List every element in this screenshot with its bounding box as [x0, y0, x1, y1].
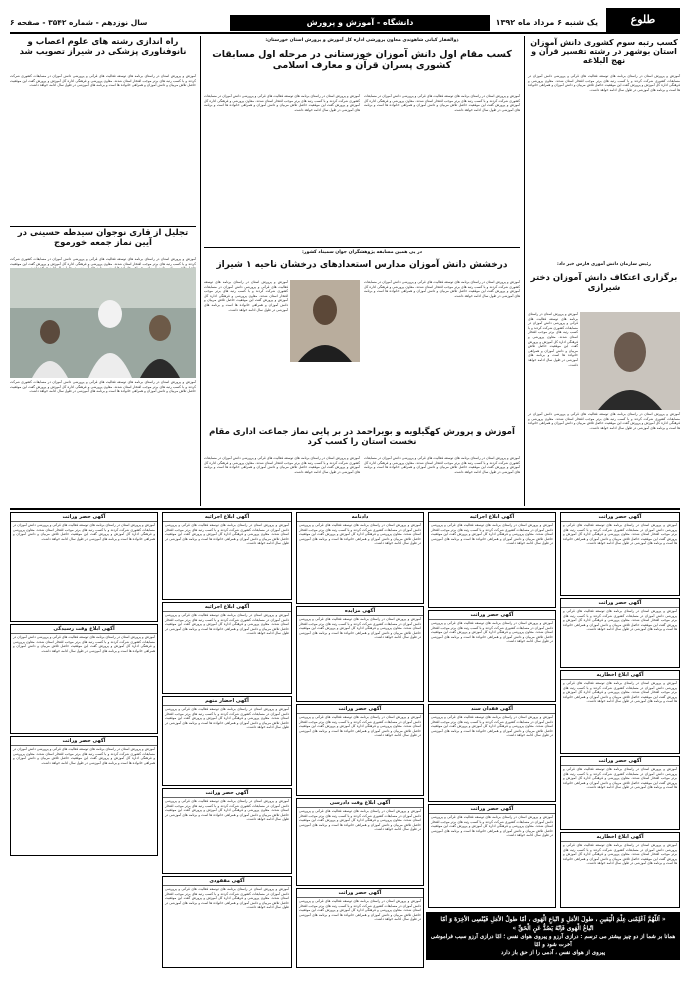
article-2-headline-box: [204, 50, 520, 90]
quote-line: اتّباعُ الْهَوی فَاِنّهُ یَصُدُّ عَنِ الْحَقِّ »: [512, 925, 594, 932]
legal-notice: [296, 888, 424, 968]
column-divider: [524, 36, 525, 506]
masthead: [10, 6, 680, 34]
notice-body: آموزش و پرورش استان در راستای برنامه های توسعه فعالیت های قرآنی و پرورشی دانش آموزان در مسابقات کشوری شرکت کردند و با کسب رتبه های برتر موجب افتخار استان شدند. معاون پرورشی و فرهنگی اداره کل آموزش و پرورش گفت این موفقیت حاصل تلاش مربیان و دانش آموزان و همراهی خانواده ها است و برنامه های آموزشی در طول سال ادامه خواهد داشت.: [563, 767, 677, 790]
article-body: آموزش و پرورش استان در راستای برنامه های توسعه فعالیت های قرآنی و پرورشی دانش آموزان در مسابقات کشوری شرکت کردند و با کسب رتبه های برتر موجب افتخار استان شدند. معاون پرورشی و فرهنگی اداره کل آموزش و پرورش گفت این موفقیت حاصل تلاش مربیان و دانش آموزان و همراهی خانواده ها است و برنامه های آموزشی در طول سال ادامه خواهد داشت.: [364, 456, 520, 474]
article-7-headline-box: [204, 428, 520, 454]
portrait-photo-icon: [580, 312, 680, 410]
issue-date: یک شنبه ۶ مرداد ماه ۱۳۹۲: [495, 18, 598, 27]
legal-notice: [10, 512, 158, 622]
article-headline: آموزش و پرورش کهگیلویه و بویراحمد در بر پایی نماز جماعت اداری مقام نخست استان را کسب کرد: [209, 427, 515, 447]
article-body: آموزش و پرورش استان در راستای برنامه های توسعه فعالیت های قرآنی و پرورشی دانش آموزان در مسابقات کشوری شرکت کردند و با کسب رتبه های برتر موجب افتخار استان شدند. معاون پرورشی و فرهنگی اداره کل آموزش و پرورش گفت این موفقیت حاصل تلاش مربیان و دانش آموزان و همراهی خانواده ها است و برنامه های آموزشی در طول سال ادامه خواهد داشت.: [204, 456, 360, 474]
legal-notice: [296, 798, 424, 886]
notice-body: آموزش و پرورش استان در راستای برنامه های توسعه فعالیت های قرآنی و پرورشی دانش آموزان در مسابقات کشوری شرکت کردند و با کسب رتبه های برتر موجب افتخار استان شدند. معاون پرورشی و فرهنگی اداره کل آموزش و پرورش گفت این موفقیت حاصل تلاش مربیان و دانش آموزان و همراهی خانواده ها است و برنامه های آموزشی در طول سال ادامه خواهد داشت.: [299, 899, 421, 922]
notice-title: آگهی حصر وراثت: [11, 513, 157, 522]
legal-notice: [560, 512, 680, 596]
notice-title: آگهی ابلاغ وقت دادرسی: [297, 799, 423, 808]
article-headline: کسب رتبه سوم کشوری دانش آموزان استان بوشهر در رشته تفسیر قرآن و نهج البلاغه: [530, 38, 678, 66]
legal-notice: [560, 832, 680, 908]
person-photo-icon: [290, 280, 360, 362]
legal-notice: [162, 696, 292, 786]
legal-notice: [10, 736, 158, 856]
notice-body: آموزش و پرورش استان در راستای برنامه های توسعه فعالیت های قرآنی و پرورشی دانش آموزان در مسابقات کشوری شرکت کردند و با کسب رتبه های برتر موجب افتخار استان شدند. معاون پرورشی و فرهنگی اداره کل آموزش و پرورش گفت این موفقیت حاصل تلاش مربیان و دانش آموزان و همراهی خانواده ها است و برنامه های آموزشی در طول سال ادامه خواهد داشت.: [563, 681, 677, 704]
notice-body: آموزش و پرورش استان در راستای برنامه های توسعه فعالیت های قرآنی و پرورشی دانش آموزان در مسابقات کشوری شرکت کردند و با کسب رتبه های برتر موجب افتخار استان شدند. معاون پرورشی و فرهنگی اداره کل آموزش و پرورش گفت این موفقیت حاصل تلاش مربیان و دانش آموزان و همراهی خانواده ها است و برنامه های آموزشی در طول سال ادامه خواهد داشت.: [165, 707, 289, 730]
notice-title: آگهی حصر وراثت: [561, 757, 679, 766]
legal-notice: [428, 512, 556, 608]
notice-body: آموزش و پرورش استان در راستای برنامه های توسعه فعالیت های قرآنی و پرورشی دانش آموزان در مسابقات کشوری شرکت کردند و با کسب رتبه های برتر موجب افتخار استان شدند. معاون پرورشی و فرهنگی اداره کل آموزش و پرورش گفت این موفقیت حاصل تلاش مربیان و دانش آموزان و همراهی خانواده ها است و برنامه های آموزشی در طول سال ادامه خواهد داشت.: [431, 815, 553, 838]
notice-body: آموزش و پرورش استان در راستای برنامه های توسعه فعالیت های قرآنی و پرورشی دانش آموزان در مسابقات کشوری شرکت کردند و با کسب رتبه های برتر موجب افتخار استان شدند. معاون پرورشی و فرهنگی اداره کل آموزش و پرورش گفت این موفقیت حاصل تلاش مربیان و دانش آموزان و همراهی خانواده ها است و برنامه های آموزشی در طول سال ادامه خواهد داشت.: [431, 621, 553, 644]
notice-body: آموزش و پرورش استان در راستای برنامه های توسعه فعالیت های قرآنی و پرورشی دانش آموزان در مسابقات کشوری شرکت کردند و با کسب رتبه های برتر موجب افتخار استان شدند. معاون پرورشی و فرهنگی اداره کل آموزش و پرورش گفت این موفقیت حاصل تلاش مربیان و دانش آموزان و همراهی خانواده ها است و برنامه های آموزشی در طول سال ادامه خواهد داشت.: [431, 523, 553, 546]
issue-number: سال نوزدهم - شماره ۳۵۴۲ - صفحه ۶: [10, 18, 148, 27]
quote-line: همانا بر شما از دو چیز بیشتر می ترسم : درازی آرزو و پیروی هوای نفس ؛ امّا درازی آرزو سبب فراموشی آخرت شود و امّا: [430, 934, 676, 948]
article-1-headline-box: [528, 38, 680, 72]
notice-title: آگهی حصر وراثت: [11, 737, 157, 746]
article-body: آموزش و پرورش استان در راستای برنامه های توسعه فعالیت های قرآنی و پرورشی دانش آموزان در مسابقات کشوری شرکت کردند و با کسب رتبه های برتر موجب افتخار استان شدند. معاون پرورشی و فرهنگی اداره کل آموزش و پرورش گفت این موفقیت حاصل تلاش مربیان و دانش آموزان و همراهی خانواده ها است و برنامه های آموزشی در طول سال ادامه خواهد داشت.: [364, 280, 520, 298]
article-body: آموزش و پرورش استان در راستای برنامه های توسعه فعالیت های قرآنی و پرورشی دانش آموزان در مسابقات کشوری شرکت کردند و با کسب رتبه های برتر موجب افتخار استان شدند. معاون پرورشی و فرهنگی اداره کل آموزش و پرورش گفت این موفقیت حاصل تلاش مربیان و دانش آموزان و همراهی خانواده ها است و برنامه های آموزشی در طول سال ادامه خواهد داشت.: [528, 412, 680, 430]
portrait-photo: [580, 312, 680, 410]
notice-title: آگهی ابلاغ وقت رسیدگی: [11, 625, 157, 634]
article-5-headline-box: [204, 260, 520, 276]
notice-body: آموزش و پرورش استان در راستای برنامه های توسعه فعالیت های قرآنی و پرورشی دانش آموزان در مسابقات کشوری شرکت کردند و با کسب رتبه های برتر موجب افتخار استان شدند. معاون پرورشی و فرهنگی اداره کل آموزش و پرورش گفت این موفقیت حاصل تلاش مربیان و دانش آموزان و همراهی خانواده ها است و برنامه های آموزشی در طول سال ادامه خواهد داشت.: [299, 523, 421, 546]
notice-title: آگهی حصر وراثت: [561, 513, 679, 522]
article-body: آموزش و پرورش استان در راستای برنامه های توسعه فعالیت های قرآنی و پرورشی دانش آموزان در مسابقات کشوری شرکت کردند و با کسب رتبه های برتر موجب افتخار استان شدند. معاون پرورشی و فرهنگی اداره کل آموزش و پرورش گفت این موفقیت حاصل تلاش مربیان و دانش آموزان و همراهی خانواده ها است و برنامه های آموزشی در طول سال ادامه خواهد داشت.: [364, 94, 520, 112]
legal-notice: [428, 610, 556, 702]
article-headline: درخشش دانش آموزان مدارس استعدادهای درخشان ناحیه ۱ شیراز: [216, 260, 508, 270]
article-headline: کسب مقام اول دانش آموزان خوزستانی در مرحله اول مسابقات کشوری پسران قرآن و معارف اسلامی: [212, 49, 512, 71]
article-body: آموزش و پرورش استان در راستای برنامه های توسعه فعالیت های قرآنی و پرورشی دانش آموزان در مسابقات کشوری شرکت کردند و با کسب رتبه های برتر موجب افتخار استان شدند. معاون پرورشی و فرهنگی اداره کل آموزش و پرورش گفت این موفقیت: [10, 257, 196, 266]
article-divider: [10, 226, 196, 227]
notice-title: آگهی حصر وراثت: [297, 705, 423, 714]
notice-title: آگهی حصر وراثت: [561, 599, 679, 608]
legal-notice: [560, 598, 680, 668]
article-divider: [204, 247, 520, 248]
notice-title: آگهی حصر وراثت: [163, 789, 291, 798]
article-kicker: در پی همین مسابقه پژوهشگران جوان سمیناد کشور:: [301, 250, 423, 255]
notice-body: آموزش و پرورش استان در راستای برنامه های توسعه فعالیت های قرآنی و پرورشی دانش آموزان در مسابقات کشوری شرکت کردند و با کسب رتبه های برتر موجب افتخار استان شدند. معاون پرورشی و فرهنگی اداره کل آموزش و پرورش گفت این موفقیت حاصل تلاش مربیان و دانش آموزان و همراهی خانواده ها است و برنامه های آموزشی در طول سال ادامه خواهد داشت.: [13, 523, 155, 541]
legal-notice: [296, 704, 424, 796]
notice-body: آموزش و پرورش استان در راستای برنامه های توسعه فعالیت های قرآنی و پرورشی دانش آموزان در مسابقات کشوری شرکت کردند و با کسب رتبه های برتر موجب افتخار استان شدند. معاون پرورشی و فرهنگی اداره کل آموزش و پرورش گفت این موفقیت حاصل تلاش مربیان و دانش آموزان و همراهی خانواده ها است و برنامه های آموزشی در طول سال ادامه خواهد داشت.: [563, 843, 677, 866]
article-4-headline-box: [10, 229, 196, 255]
legal-notice: [428, 704, 556, 802]
notice-title: آگهی حصر وراثت: [429, 805, 555, 814]
article-headline: برگزاری اعتکاف دانش آموزان دختر شیرازی: [530, 273, 678, 293]
ceremony-photo: [10, 268, 196, 378]
hadith-quote-box: [426, 912, 680, 960]
article-body: آموزش و پرورش استان در راستای برنامه های توسعه فعالیت های قرآنی و پرورشی دانش آموزان در مسابقات کشوری شرکت کردند و با کسب رتبه های برتر موجب افتخار استان شدند. معاون پرورشی و فرهنگی اداره کل آموزش و پرورش گفت این موفقیت حاصل تلاش مربیان و دانش آموزان و همراهی خانواده ها است و برنامه های آموزشی در طول سال ادامه خواهد داشت.: [204, 280, 288, 312]
article-6-headline-box: [528, 274, 680, 308]
legal-notice: [162, 876, 292, 968]
article-body: آموزش و پرورش استان در راستای برنامه های توسعه فعالیت های قرآنی و پرورشی دانش آموزان در مسابقات کشوری شرکت کردند و با کسب رتبه های برتر موجب افتخار استان شدند. معاون پرورشی و فرهنگی اداره کل آموزش و پرورش گفت این موفقیت حاصل تلاش مربیان و دانش آموزان و همراهی خانواده ها است و برنامه های آموزشی در طول سال ادامه خواهد داشت.: [204, 94, 360, 112]
notice-title: آگهی ابلاغ اجرائیه: [163, 603, 291, 612]
article-headline: تجلیل از قاری نوجوان سیدطه حسینی در آیین نماز جمعه خورموج: [17, 228, 189, 248]
quote-line: « اَللّهُمَّ اَعْلِمْنی عِلْمَ الْیَقینِ ، طولَ الأمَلِ وَ اتّباعِ الْهَوی ، أمّا طولُ الأمَلِ فَیُنْسِی الأخِرَةَ وَ أمّا: [440, 916, 666, 923]
article-body: آموزش و پرورش استان در راستای برنامه های توسعه فعالیت های قرآنی و پرورشی دانش آموزان در مسابقات کشوری شرکت کردند و با کسب رتبه های برتر موجب افتخار استان شدند. معاون پرورشی و فرهنگی اداره کل آموزش و پرورش گفت این موفقیت حاصل تلاش مربیان و دانش آموزان و همراهی خانواده ها است و برنامه های آموزشی در طول سال ادامه خواهد داشت.: [528, 312, 578, 367]
article-kicker-box: [204, 250, 520, 259]
notice-body: آموزش و پرورش استان در راستای برنامه های توسعه فعالیت های قرآنی و پرورشی دانش آموزان در مسابقات کشوری شرکت کردند و با کسب رتبه های برتر موجب افتخار استان شدند. معاون پرورشی و فرهنگی اداره کل آموزش و پرورش گفت این موفقیت حاصل تلاش مربیان و دانش آموزان و همراهی خانواده ها است و برنامه های آموزشی در طول سال ادامه خواهد داشت.: [431, 715, 553, 738]
legal-notice: [162, 602, 292, 694]
newspaper-logo: طلوع: [606, 8, 680, 32]
section-divider: [10, 508, 680, 510]
legal-notice: [560, 756, 680, 830]
notice-body: آموزش و پرورش استان در راستای برنامه های توسعه فعالیت های قرآنی و پرورشی دانش آموزان در مسابقات کشوری شرکت کردند و با کسب رتبه های برتر موجب افتخار استان شدند. معاون پرورشی و فرهنگی اداره کل آموزش و پرورش گفت این موفقیت حاصل تلاش مربیان و دانش آموزان و همراهی خانواده ها است و برنامه های آموزشی در طول سال ادامه خواهد داشت.: [13, 747, 155, 765]
column-divider: [200, 36, 201, 506]
notice-body: آموزش و پرورش استان در راستای برنامه های توسعه فعالیت های قرآنی و پرورشی دانش آموزان در مسابقات کشوری شرکت کردند و با کسب رتبه های برتر موجب افتخار استان شدند. معاون پرورشی و فرهنگی اداره کل آموزش و پرورش گفت این موفقیت حاصل تلاش مربیان و دانش آموزان و همراهی خانواده ها است و برنامه های آموزشی در طول سال ادامه خواهد داشت.: [563, 609, 677, 632]
legal-notice: [296, 606, 424, 702]
notice-body: آموزش و پرورش استان در راستای برنامه های توسعه فعالیت های قرآنی و پرورشی دانش آموزان در مسابقات کشوری شرکت کردند و با کسب رتبه های برتر موجب افتخار استان شدند. معاون پرورشی و فرهنگی اداره کل آموزش و پرورش گفت این موفقیت حاصل تلاش مربیان و دانش آموزان و همراهی خانواده ها است و برنامه های آموزشی در طول سال ادامه خواهد داشت.: [165, 613, 289, 636]
article-kicker: رئیس سازمان دانش آموزی فارس خبر داد:: [557, 262, 651, 267]
notice-title: آگهی ابلاغ اجرائیه: [429, 513, 555, 522]
notice-title: آگهی احضار متهم: [163, 697, 291, 706]
notice-body: آموزش و پرورش استان در راستای برنامه های توسعه فعالیت های قرآنی و پرورشی دانش آموزان در مسابقات کشوری شرکت کردند و با کسب رتبه های برتر موجب افتخار استان شدند. معاون پرورشی و فرهنگی اداره کل آموزش و پرورش گفت این موفقیت حاصل تلاش مربیان و دانش آموزان و همراهی خانواده ها است و برنامه های آموزشی در طول سال ادامه خواهد داشت.: [165, 887, 289, 910]
legal-notice: [162, 512, 292, 600]
notice-body: آموزش و پرورش استان در راستای برنامه های توسعه فعالیت های قرآنی و پرورشی دانش آموزان در مسابقات کشوری شرکت کردند و با کسب رتبه های برتر موجب افتخار استان شدند. معاون پرورشی و فرهنگی اداره کل آموزش و پرورش گفت این موفقیت حاصل تلاش مربیان و دانش آموزان و همراهی خانواده ها است و برنامه های آموزشی در طول سال ادامه خواهد داشت.: [299, 617, 421, 640]
notice-title: آگهی مزایده: [297, 607, 423, 616]
notice-title: آگهی ابلاغ اجرائیه: [163, 513, 291, 522]
ceremony-photo-icon: [10, 268, 196, 378]
notice-title: دادنامه: [297, 513, 423, 522]
legal-notice: [296, 512, 424, 604]
notice-title: آگهی حصر وراثت: [429, 611, 555, 620]
legal-notice: [10, 624, 158, 734]
article-headline: راه اندازی رشته های علوم اعصاب و نانوفناوری پزشکی در شیراز تصویب شد: [19, 37, 187, 57]
notice-body: آموزش و پرورش استان در راستای برنامه های توسعه فعالیت های قرآنی و پرورشی دانش آموزان در مسابقات کشوری شرکت کردند و با کسب رتبه های برتر موجب افتخار استان شدند. معاون پرورشی و فرهنگی اداره کل آموزش و پرورش گفت این موفقیت حاصل تلاش مربیان و دانش آموزان و همراهی خانواده ها است و برنامه های آموزشی در طول سال ادامه خواهد داشت.: [165, 523, 289, 546]
notice-body: آموزش و پرورش استان در راستای برنامه های توسعه فعالیت های قرآنی و پرورشی دانش آموزان در مسابقات کشوری شرکت کردند و با کسب رتبه های برتر موجب افتخار استان شدند. معاون پرورشی و فرهنگی اداره کل آموزش و پرورش گفت این موفقیت حاصل تلاش مربیان و دانش آموزان و همراهی خانواده ها است و برنامه های آموزشی در طول سال ادامه خواهد داشت.: [13, 635, 155, 653]
section-title: دانشگاه - آموزش و پرورش: [230, 15, 490, 31]
notice-body: آموزش و پرورش استان در راستای برنامه های توسعه فعالیت های قرآنی و پرورشی دانش آموزان در مسابقات کشوری شرکت کردند و با کسب رتبه های برتر موجب افتخار استان شدند. معاون پرورشی و فرهنگی اداره کل آموزش و پرورش گفت این موفقیت حاصل تلاش مربیان و دانش آموزان و همراهی خانواده ها است و برنامه های آموزشی در طول سال ادامه خواهد داشت.: [299, 715, 421, 738]
notice-body: آموزش و پرورش استان در راستای برنامه های توسعه فعالیت های قرآنی و پرورشی دانش آموزان در مسابقات کشوری شرکت کردند و با کسب رتبه های برتر موجب افتخار استان شدند. معاون پرورشی و فرهنگی اداره کل آموزش و پرورش گفت این موفقیت حاصل تلاش مربیان و دانش آموزان و همراهی خانواده ها است و برنامه های آموزشی در طول سال ادامه خواهد داشت.: [299, 809, 421, 832]
notice-title: آگهی حصر وراثت: [297, 889, 423, 898]
legal-notice: [162, 788, 292, 874]
notice-title: آگهی ابلاغ اخطاریه: [561, 671, 679, 680]
notice-body: آموزش و پرورش استان در راستای برنامه های توسعه فعالیت های قرآنی و پرورشی دانش آموزان در مسابقات کشوری شرکت کردند و با کسب رتبه های برتر موجب افتخار استان شدند. معاون پرورشی و فرهنگی اداره کل آموزش و پرورش گفت این موفقیت حاصل تلاش مربیان و دانش آموزان و همراهی خانواده ها است و برنامه های آموزشی در طول سال ادامه خواهد داشت.: [165, 799, 289, 822]
article-body: آموزش و پرورش استان در راستای برنامه های توسعه فعالیت های قرآنی و پرورشی دانش آموزان در مسابقات کشوری شرکت کردند و با کسب رتبه های برتر موجب افتخار استان شدند. معاون پرورشی و فرهنگی اداره کل آموزش و پرورش گفت این موفقیت حاصل تلاش مربیان و دانش آموزان و همراهی خانواده ها است و برنامه های آموزشی در طول سال ادامه خواهد داشت.: [10, 74, 196, 88]
person-photo: [290, 280, 360, 362]
legal-notice: [428, 804, 556, 908]
article-kicker: ذوالفقار کیانی شاهوندی معاون پرورشی اداره کل آموزش و پرورش استان خوزستان:: [265, 38, 459, 43]
notice-title: آگهی فقدان سند: [429, 705, 555, 714]
quote-line: پیروی از هوای نفس ، آدمی را از حق باز دارد: [500, 950, 605, 956]
article-body: آموزش و پرورش استان در راستای برنامه های توسعه فعالیت های قرآنی و پرورشی دانش آموزان در مسابقات کشوری شرکت کردند و با کسب رتبه های برتر موجب افتخار استان شدند. معاون پرورشی و فرهنگی اداره کل آموزش و پرورش گفت این موفقیت حاصل تلاش مربیان و دانش آموزان و همراهی خانواده ها است و برنامه های آموزشی در طول سال ادامه خواهد داشت.: [528, 74, 680, 92]
article-body: آموزش و پرورش استان در راستای برنامه های توسعه فعالیت های قرآنی و پرورشی دانش آموزان در مسابقات کشوری شرکت کردند و با کسب رتبه های برتر موجب افتخار استان شدند. معاون پرورشی و فرهنگی اداره کل آموزش و پرورش گفت این موفقیت حاصل تلاش مربیان و دانش آموزان و همراهی خانواده ها است و برنامه های آموزشی در طول سال ادامه خواهد داشت.: [10, 380, 196, 394]
legal-notice: [560, 670, 680, 754]
notice-body: آموزش و پرورش استان در راستای برنامه های توسعه فعالیت های قرآنی و پرورشی دانش آموزان در مسابقات کشوری شرکت کردند و با کسب رتبه های برتر موجب افتخار استان شدند. معاون پرورشی و فرهنگی اداره کل آموزش و پرورش گفت این موفقیت حاصل تلاش مربیان و دانش آموزان و همراهی خانواده ها است و برنامه های آموزشی در طول سال ادامه خواهد داشت.: [563, 523, 677, 546]
notice-title: آگهی مفقودی: [163, 877, 291, 886]
article-kicker-box: [204, 38, 520, 48]
notice-title: آگهی ابلاغ اخطاریه: [561, 833, 679, 842]
article-3-headline-box: [10, 38, 196, 72]
